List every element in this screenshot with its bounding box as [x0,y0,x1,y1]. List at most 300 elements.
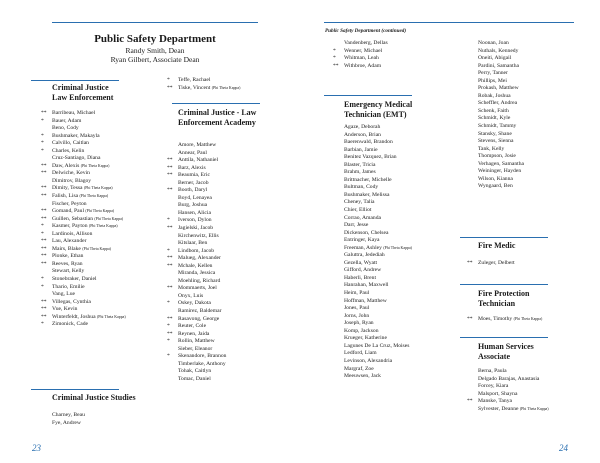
honor-society-tag: (Phi Theta Kappa) [80,163,110,168]
student-name: Vue, Kevin [52,306,78,313]
honor-marker: * [167,77,170,83]
honor-marker: * [41,321,44,328]
list-item [52,201,126,209]
honor-marker: ** [41,313,47,320]
student-name: Thario, Emilie [52,283,85,290]
list-item [52,420,85,428]
student-name: Ramirez, Baldemar [178,308,222,315]
honor-society-tag: (Phi Theta Kappa) [383,245,412,250]
student-name: Mommaerts, Joel [178,285,217,292]
list-item [344,313,412,321]
student-name: Gomand, Paul [52,208,85,215]
student-name: Reuter, Cole [178,323,207,330]
list-item [344,184,412,192]
list-item [478,161,524,169]
list-item [52,291,126,299]
list-item [333,47,388,56]
student-name: Dimity, Tessa [52,185,83,192]
list-item [344,320,412,328]
honor-marker: ** [167,262,173,269]
list-item [478,368,549,376]
honor-marker: ** [167,285,173,292]
list-item [178,233,226,241]
list-item [478,406,549,414]
student-name: Brahm, James [344,169,376,176]
list-item [478,176,524,184]
list-item [178,210,226,218]
student-name: Zuleger, Delbert [478,260,515,266]
student-name: Agaze, Deborah [344,124,381,130]
running-head: Public Safety Department (continued) [325,28,407,34]
honor-marker: * [167,353,170,360]
student-name: Cheney, Talia [344,199,375,206]
student-name: Charney, Beau [52,412,85,418]
student-name: Stonebraker, Daniel [52,276,97,283]
honor-marker: ** [41,245,47,252]
list-item [167,330,226,339]
list-item [178,180,226,188]
honor-marker: ** [167,172,173,179]
list-item [478,376,549,384]
student-name: Freeman, Ashley [344,244,382,251]
student-name: Annear, Paul [178,149,207,156]
list-item [178,308,226,316]
student-name: Iverson, Dylon [178,217,212,224]
name-list [52,412,85,427]
list-item [178,346,226,354]
list-item [41,223,126,231]
list-item [344,162,412,170]
list-item [478,183,524,191]
student-name: Calvillo, Caitlan [52,140,89,147]
list-item [41,185,126,193]
section-rule [324,95,412,96]
list-item [344,350,412,358]
list-item [344,282,412,290]
list-item [478,115,524,123]
student-name: Robak, Joshua [478,92,511,99]
honor-marker: ** [333,62,339,69]
section-rule [31,80,119,81]
student-name: Krueger, Katherine [344,335,387,342]
honor-marker: ** [167,187,173,194]
list-item [52,412,85,420]
list-item [52,268,126,276]
student-name: Chier, Elliot [344,207,372,214]
honor-marker: ** [41,170,47,177]
student-name: Phillips, Mei [478,77,507,84]
honor-marker: ** [467,260,473,266]
student-name: Verhagen, Samantha [478,160,524,167]
list-item [344,335,412,343]
list-item [41,193,126,201]
student-name: Lau, Alexander [52,238,87,245]
section-title-line: Criminal Justice [52,83,109,92]
student-name: Beaumia, Eric [178,172,210,179]
list-item [344,169,412,177]
student-name: Tiske, Vincent [178,84,211,91]
honor-society-tag: (Phi Theta Kappa) [519,406,549,411]
list-item [41,245,126,254]
list-item [41,260,126,269]
list-item [52,155,126,163]
student-name: Tomac, Daniel [178,375,211,382]
page-number: 23 [32,443,41,453]
student-name: Entringer, Kaya [344,237,380,244]
student-name: Hansen, Alicia [178,209,211,216]
list-item [478,391,549,399]
student-name: Joseph, Ryan [344,320,374,327]
student-name: Brittnacher, Michelle [344,176,392,183]
student-name: Forcey, Kiara [478,383,509,390]
list-item [41,147,126,156]
list-item [167,164,226,173]
list-item [478,146,524,154]
list-item [41,208,126,216]
section-rule [31,389,119,390]
name-list [167,77,241,92]
section-title-line: Technician [478,299,516,308]
student-name: Withbroe, Adam [344,62,382,69]
list-item [41,215,126,224]
list-item [178,150,226,158]
honor-marker: * [41,230,44,237]
list-item [333,62,388,71]
list-item [344,124,412,132]
list-item [478,78,524,86]
list-item [167,262,226,271]
list-item [167,338,226,346]
list-item [344,40,388,48]
list-item [52,125,126,133]
student-name: Mairs, Blake [52,245,81,252]
honor-marker: ** [167,164,173,171]
list-item [478,100,524,108]
section-title-criminal-justice-studies [52,393,136,403]
student-name: Berna, Paula [478,368,507,374]
list-item [478,138,524,146]
honor-marker: ** [167,157,173,164]
list-item [178,195,226,203]
list-item [167,217,226,225]
student-name: Teffe, Rachael [178,77,211,83]
student-name: Dickenson, Chelsea [344,229,389,236]
header-top-rule [324,22,574,23]
list-item [467,316,543,324]
student-name: Tohak, Caitlyn [178,368,212,375]
list-item [344,139,412,147]
list-item [344,305,412,313]
section-title-line: Technician (EMT) [344,110,407,119]
honor-marker: ** [167,315,173,322]
section-title-fire-medic [478,241,515,251]
section-title-line: Fire Medic [478,241,516,250]
honor-marker: ** [41,215,47,222]
list-item [41,283,126,292]
student-name: Benitez Vazquez, Brian [344,154,397,161]
list-item [167,323,226,331]
student-name: Daw, Alexis [52,162,80,169]
student-name: Villegas, Cynthia [52,298,91,305]
honor-marker: ** [41,110,47,116]
list-item [344,373,412,381]
list-item [344,366,412,374]
list-item [344,328,412,336]
student-name: Pardini, Samantha [478,62,520,69]
list-item [41,110,126,118]
list-item [344,192,412,200]
list-item [41,140,126,148]
student-name: Fischer, Peyton [52,200,87,207]
student-name: Scheffler, Andrea [478,100,518,107]
list-item [52,178,126,186]
honor-society-tag: (Phi Theta Kappa) [82,246,111,251]
list-item [178,293,226,301]
honor-marker: ** [467,398,473,405]
student-name: Moehling, Richard [178,277,221,284]
list-item [344,177,412,185]
honor-society-tag: (Phi Theta Kappa) [88,224,118,229]
student-name: Jones, Paul [344,305,370,312]
list-item [344,267,412,275]
list-item [478,153,524,161]
student-name: Whitman, Leah [344,55,379,62]
student-name: Cruz-Santiago, Diana [52,155,101,162]
list-item [178,202,226,210]
department-title: Public Safety Department [94,33,216,45]
student-name: Oskey, Dakota [178,300,211,307]
honor-society-tag: (Phi Theta Kappa) [94,216,124,221]
student-name: Sylvester, Deanne [478,405,519,412]
list-item [478,383,549,391]
student-name: Bultman, Cody [344,184,379,191]
list-item [467,398,549,406]
list-item [167,172,226,180]
list-item [41,162,126,171]
list-item [344,245,412,253]
student-name: Charles, Kelin [52,147,85,154]
section-title-line: Criminal Justice - Law [178,108,257,117]
section-title-line: Associate [478,352,510,361]
student-name: Malsport, Shayna [478,390,518,397]
list-item [41,313,126,322]
student-name: Baerenwald, Brandon [344,139,393,146]
section-title-criminal-justice-law-enforcement [52,83,113,103]
honor-society-tag: (Phi Theta Kappa) [79,194,109,199]
student-name: Timberlake, Anthony [178,360,226,367]
student-name: Levinson, Alexandria [344,357,393,364]
list-item [178,240,226,248]
list-item [178,270,226,278]
student-name: Margraf, Zoe [344,365,374,372]
student-name: Haberli, Brent [344,274,376,281]
page-number: 24 [559,443,568,453]
student-name: Tank, Kelly [478,145,505,152]
student-name: Schmidt, Tammy [478,123,517,130]
student-name: Guillen, Sebastian [52,215,94,222]
honor-marker: * [41,117,44,124]
student-name: Rollin, Matthew [178,338,215,345]
student-name: Onyx, Luis [178,292,204,299]
list-item [41,132,126,141]
name-list [467,260,515,268]
student-name: Jorns, John [344,312,370,319]
student-name: Reeves, Ryan [52,260,83,267]
list-item [167,84,241,93]
student-name: Oneiti, Abigail [478,55,512,62]
section-title-human-services-associate [478,342,534,362]
right-page [300,0,600,463]
student-name: Lagunes De La Cruz, Moises [344,342,410,349]
list-item [41,117,126,126]
list-item [344,230,412,238]
list-item [344,147,412,155]
list-item [167,255,226,263]
list-item [167,353,227,361]
list-item [167,300,226,308]
list-item [344,237,412,245]
honor-society-tag: (Phi Theta Kappa) [211,85,241,90]
name-list [41,110,126,329]
name-list [333,40,388,70]
honor-marker: ** [41,162,47,169]
student-name: Schenk, Faith [478,107,509,114]
student-name: Kirchenwitz, Ellis [178,232,219,239]
student-name: Malueg, Alexander [178,255,221,262]
honor-marker: * [41,132,44,139]
student-name: Prokash, Matthew [478,85,519,92]
dean-line: Randy Smith, Dean [125,46,185,55]
student-name: Rasavong, George [178,315,220,322]
student-name: Perry, Tanner [478,70,508,77]
honor-marker: * [167,247,170,254]
list-item [333,55,388,63]
student-name: Mchale, Kellen [178,262,213,269]
student-name: Nuthals, Kennedy [478,47,519,54]
list-item [344,207,412,215]
honor-marker: * [167,217,170,224]
list-item [344,154,412,162]
student-name: Bauer, Adam [52,117,82,124]
student-name: Amore, Matthew [178,142,217,148]
section-title-fire-protection-technician [478,289,529,309]
student-name: Delgado Barajas, Anastasia [478,375,540,382]
list-item [41,230,126,239]
section-rule [460,284,548,285]
list-item [478,131,524,139]
student-name: Falish, Lisa [52,193,79,200]
student-name: Berner, Jacob [178,179,209,186]
student-name: Bushmaker, Melissa [344,191,390,198]
student-name: Burg, Joshua [178,202,208,209]
list-item [478,48,524,56]
list-item [41,298,126,307]
list-item [344,298,412,306]
honor-marker: ** [167,330,173,337]
list-item [41,253,126,261]
honor-marker: ** [167,84,173,91]
student-name: Bushmaker, Makayla [52,132,100,139]
student-name: Winterfeldt, Joshua [52,313,96,320]
honor-marker: * [41,147,44,154]
student-name: Plonke, Ethan [52,253,84,260]
header-top-rule [52,22,258,23]
student-name: Vang, Lue [52,291,75,298]
list-item [478,85,524,93]
honor-marker: ** [41,298,47,305]
student-name: Lindbom, Jacob [178,247,215,254]
list-item [478,123,524,131]
student-name: Reynen, Jaida [178,330,210,337]
honor-marker: * [41,276,44,283]
section-title-line: Enforcement Academy [178,118,256,127]
student-name: Meeuwsen, Jack [344,373,381,380]
list-item [344,215,412,223]
student-name: Miranda, Jessica [178,270,216,277]
list-item [41,170,126,178]
list-item [167,285,226,293]
section-title-line: Criminal Justice Studies [52,393,136,402]
student-name: Wenner, Michael [344,47,383,54]
honor-marker: ** [41,185,47,192]
list-item [344,275,412,283]
associate-dean-line: Ryan Gilbert, Associate Dean [110,55,200,64]
student-name: Darr, Jesse [344,222,369,229]
student-name: Weininger, Hayden [478,168,522,175]
honor-marker: * [167,338,170,345]
list-item [344,290,412,298]
student-name: Kasmer, Payton [52,223,88,230]
honor-society-tag: (Phi Theta Kappa) [83,186,113,191]
student-name: Hoffman, Matthew [344,297,387,304]
student-name: Jagielski, Jacob [178,225,214,232]
student-name: Anderson, Brian [344,131,381,138]
student-name: Barbian, Jamie [344,146,378,153]
list-item [478,63,524,71]
honor-marker: * [41,283,44,290]
student-name: Stevens, Sienna [478,138,514,145]
list-item [478,108,524,116]
list-item [178,278,226,286]
name-list [467,368,549,413]
student-name: Hanrahan, Maxwell [344,282,389,289]
student-name: Sieber, Eleanor [178,345,213,352]
name-list [344,124,412,381]
student-name: Manske, Tanya [478,398,512,405]
student-name: Gezella, Wyatt [344,259,378,266]
list-item [41,276,126,284]
list-item [167,247,226,256]
student-name: Wyngaard, Ben [478,183,513,190]
honor-marker: * [41,140,44,147]
list-item [167,225,226,233]
section-title-law-enforcement-academy [178,108,256,128]
student-name: Stewart, Kelly [52,268,85,275]
list-item [478,168,524,176]
section-title-emt [344,100,412,120]
list-item [478,70,524,78]
name-list [467,316,543,324]
honor-marker: ** [41,208,47,215]
student-name: Zimonick, Cade [52,321,89,328]
list-item [167,77,240,85]
student-name: Stansky, Shane [478,130,512,137]
student-name: Beno, Cody [52,125,79,132]
student-name: Gifford, Andrew [344,267,382,274]
student-name: Delwiche, Kevin [52,170,90,177]
honor-marker: ** [41,306,47,313]
section-title-line: Fire Protection [478,289,530,298]
